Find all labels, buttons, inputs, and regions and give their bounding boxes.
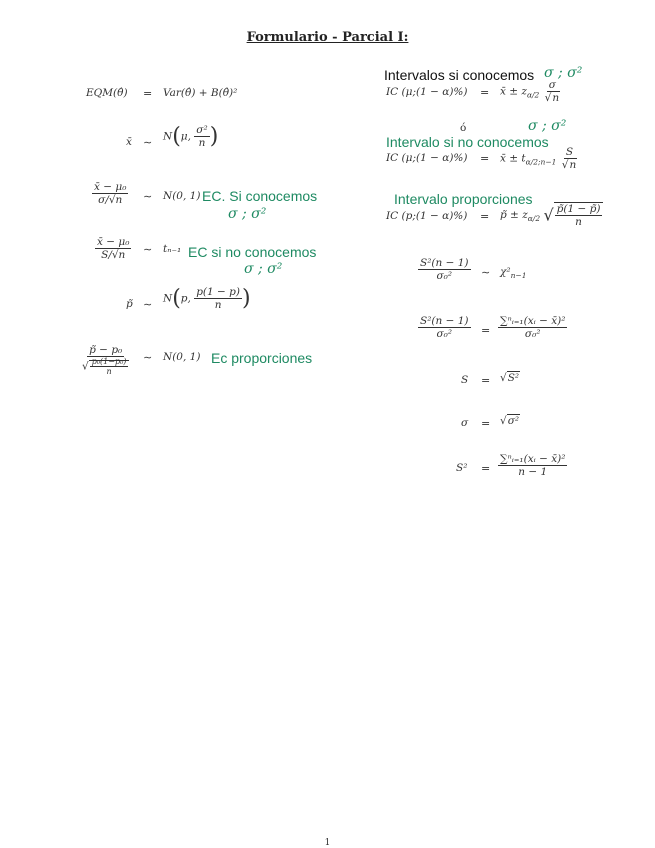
chi2-rhs: $\frac{\text{∑ⁿᵢ₌₁(xᵢ − x̄)²}}{\text{σ₀²}}$ <box>500 315 566 341</box>
ic2-rel: = <box>480 152 490 165</box>
s-lhs: S <box>461 374 469 386</box>
eqm-rel: = <box>143 87 153 100</box>
ic2-heading-sigma: σ ; σ² <box>528 118 567 134</box>
chi2-rel: = <box>481 324 491 337</box>
pz-stat: p̃ − p₀ √ $\frac{\text{p₀(1−p₀)}}{n}$ <box>80 344 131 376</box>
z-stat: $\frac{\text{x̄ − μ₀}}{\sigma/√n}$ <box>94 181 127 207</box>
pz-rhs: N(0, 1) <box>163 351 201 363</box>
ic1-lhs: IC (μ;(1 − α)%) <box>386 86 468 98</box>
chi-rel: ∼ <box>481 266 491 279</box>
s2-rhs: $\frac{\text{∑ⁿᵢ₌₁(xᵢ − x̄)²}}{n - 1}$ <box>500 453 566 479</box>
pz-note: Ec proporciones <box>211 350 313 366</box>
s2-lhs: S² <box>456 462 468 474</box>
t-rhs: tₙ₋₁ <box>163 243 182 255</box>
sigma-rel: = <box>481 417 491 430</box>
chi2-lhs: $\frac{\text{S²(n − 1)}}{\text{σ₀²}}$ <box>420 315 469 341</box>
or-separator: ó <box>460 122 467 134</box>
z-rel: ∼ <box>143 190 153 203</box>
xbar-rhs: N(μ, $\frac{\text{σ²}}{n}$ ) <box>163 124 219 150</box>
chi-stat: $\frac{\text{S²(n − 1)}}{\text{σ₀²}}$ <box>420 257 469 283</box>
xbar-rel: ∼ <box>143 136 153 149</box>
eqm-rhs: Var(θ̂) + B(θ̂)² <box>163 87 238 99</box>
pz-rel: ∼ <box>143 351 153 364</box>
ic3-lhs: IC (p;(1 − α)%) <box>386 210 468 222</box>
z-note: EC. Si conocemos <box>202 188 318 204</box>
ic3-heading: Intervalo proporciones <box>394 191 533 207</box>
ic1-heading-sigma: σ ; σ² <box>544 65 583 81</box>
page-number: 1 <box>324 838 331 848</box>
t-note-sigma: σ ; σ² <box>244 261 283 277</box>
sigma-rhs: √σ² <box>500 415 520 427</box>
t-stat: $\frac{\text{x̄ − μ₀}}{S/√n}$ <box>97 236 130 262</box>
ic3-rhs: p̃ ± $z_{\alpha/2}$ √ $\frac{p̃(1 - p̃)}{n}$ <box>500 202 603 228</box>
s-rel: = <box>481 374 491 387</box>
t-rel: ∼ <box>143 243 153 256</box>
s2-rel: = <box>481 462 491 475</box>
sigma-lhs: σ <box>461 417 469 429</box>
ic1-rhs: x̄ ± $z_{\alpha/2}$ $\frac{\sigma}{√n}$ <box>500 79 560 105</box>
z-note-sigma: σ ; σ² <box>228 206 267 222</box>
ic2-rhs: x̄ ± $t_{\alpha/2;n-1}$ $\frac{S}{√n}$ <box>500 146 577 172</box>
ic1-rel: = <box>480 86 490 99</box>
ic2-heading: Intervalo si no conocemos <box>386 134 549 150</box>
s-rhs: √S² <box>500 372 520 384</box>
ic1-heading: Intervalos si conocemos <box>384 67 535 83</box>
ic3-rel: = <box>480 210 490 223</box>
chi-rhs: $\chi^2_{n-1}$ <box>500 266 527 281</box>
z-rhs: N(0, 1) <box>163 190 201 202</box>
eqm-lhs: EQM(θ̂) <box>86 87 128 99</box>
p-lhs: p̃ <box>126 298 133 310</box>
t-note: EC si no conocemos <box>188 244 317 260</box>
ic2-lhs: IC (μ;(1 − α)%) <box>386 152 468 164</box>
p-rhs: N(p, $\frac{p(1 - p)}{n}$ ) <box>163 286 251 312</box>
page-title: Formulario - Parcial I: <box>246 30 409 45</box>
p-rel: ∼ <box>143 298 153 311</box>
xbar-lhs: x̄ <box>126 136 132 148</box>
